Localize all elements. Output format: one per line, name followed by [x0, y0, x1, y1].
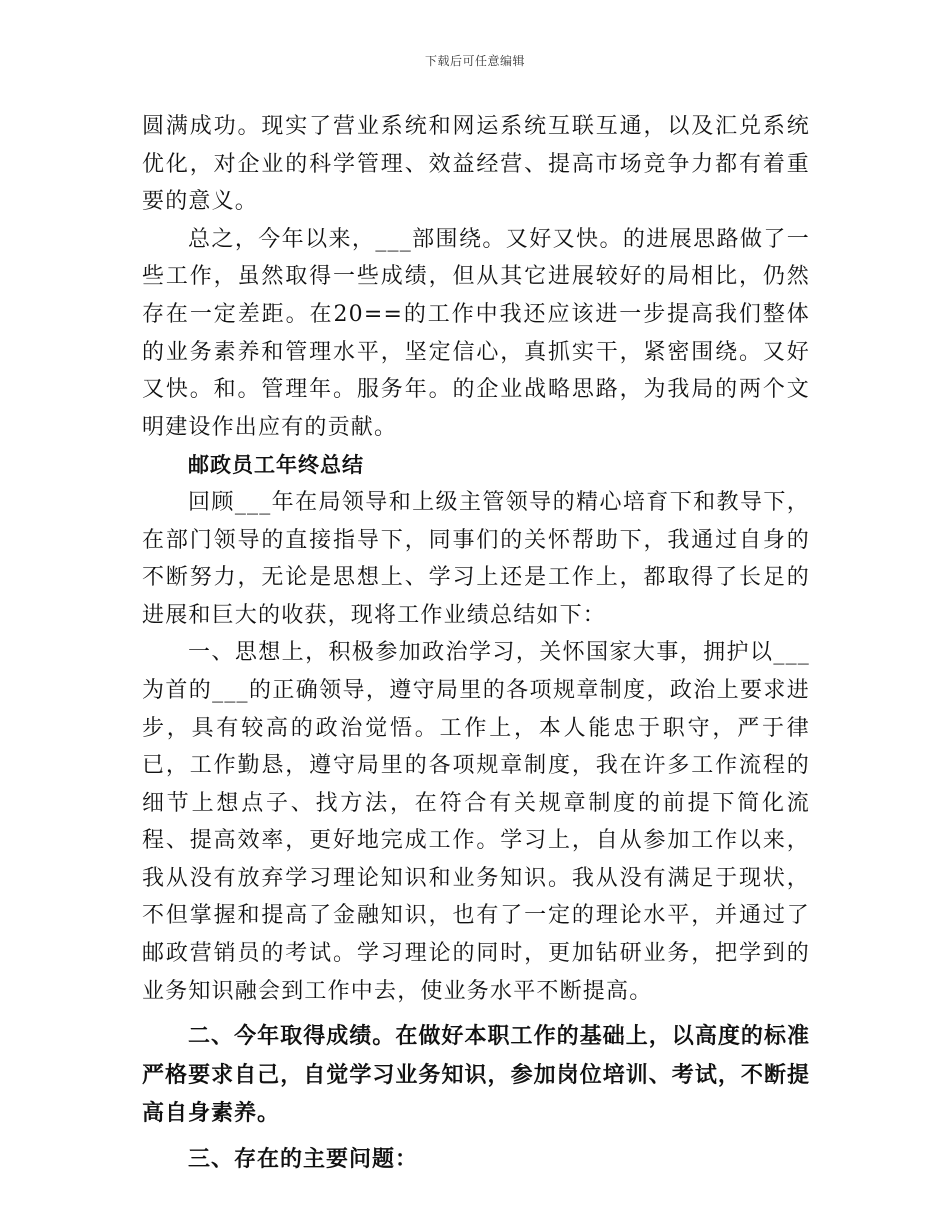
paragraph-summary: 总之，今年以来，___部围绕。又好又快。的进展思路做了一些工作，虽然取得一些成绩，但从其它进展较好的局相比，仍然存在一定差距。在20==的工作中我还应该进一步提高我们整体的业务素养和管理水平，坚定信心，真抓实干，紧密围绕。又好又快。和。管理年。服务年。的企业战略思路，为我局的两个文明建设作出应有的贡献。 — [142, 226, 810, 440]
section-title: 邮政员工年终总结 — [188, 452, 364, 478]
paragraph-review: 回顾___年在局领导和上级主管领导的精心培育下和教导下，在部门领导的直接指导下，同事们的关怀帮助下，我通过自身的不断努力，无论是思想上、学习上还是工作上，都取得了长足的进展和巨大的收获，现将工作业绩总结如下： — [142, 489, 810, 628]
document-body — [142, 108, 810, 1178]
paragraph-achievements: 二、今年取得成绩。在做好本职工作的基础上，以高度的标准严格要求自己，自觉学习业务知识，参加岗位培训、考试，不断提高自身素养。 — [142, 1023, 810, 1127]
page-header: 下载后可任意编辑 — [424, 54, 525, 68]
paragraph-problems-heading: 三、存在的主要问题： — [188, 1145, 419, 1172]
paragraph-continuation: 圆满成功。现实了营业系统和网运系统互联互通，以及汇兑系统优化，对企业的科学管理、效益经营、提高市场竞争力都有着重要的意义。 — [142, 114, 810, 215]
paragraph-thinking: 一、思想上，积极参加政治学习，关怀国家大事，拥护以___为首的___的正确领导，遵守局里的各项规章制度，政治上要求进步，具有较高的政治觉悟。工作上，本人能忠于职守，严于律已，工作勤恳，遵守局里的各项规章制度，我在许多工作流程的细节上想点子、找方法，在符合有关规章制度的前提下简化流程、提高效率，更好地完成工作。学习上，自从参加工作以来，我从没有放弃学习理论知识和业务知识。我从没有满足于现状，不但掌握和提高了金融知识，也有了一定的理论水平，并通过了邮政营销员的考试。学习理论的同时，更加钻研业务，把学到的业务知识融会到工作中去，使业务水平不断提高。 — [142, 640, 810, 1004]
